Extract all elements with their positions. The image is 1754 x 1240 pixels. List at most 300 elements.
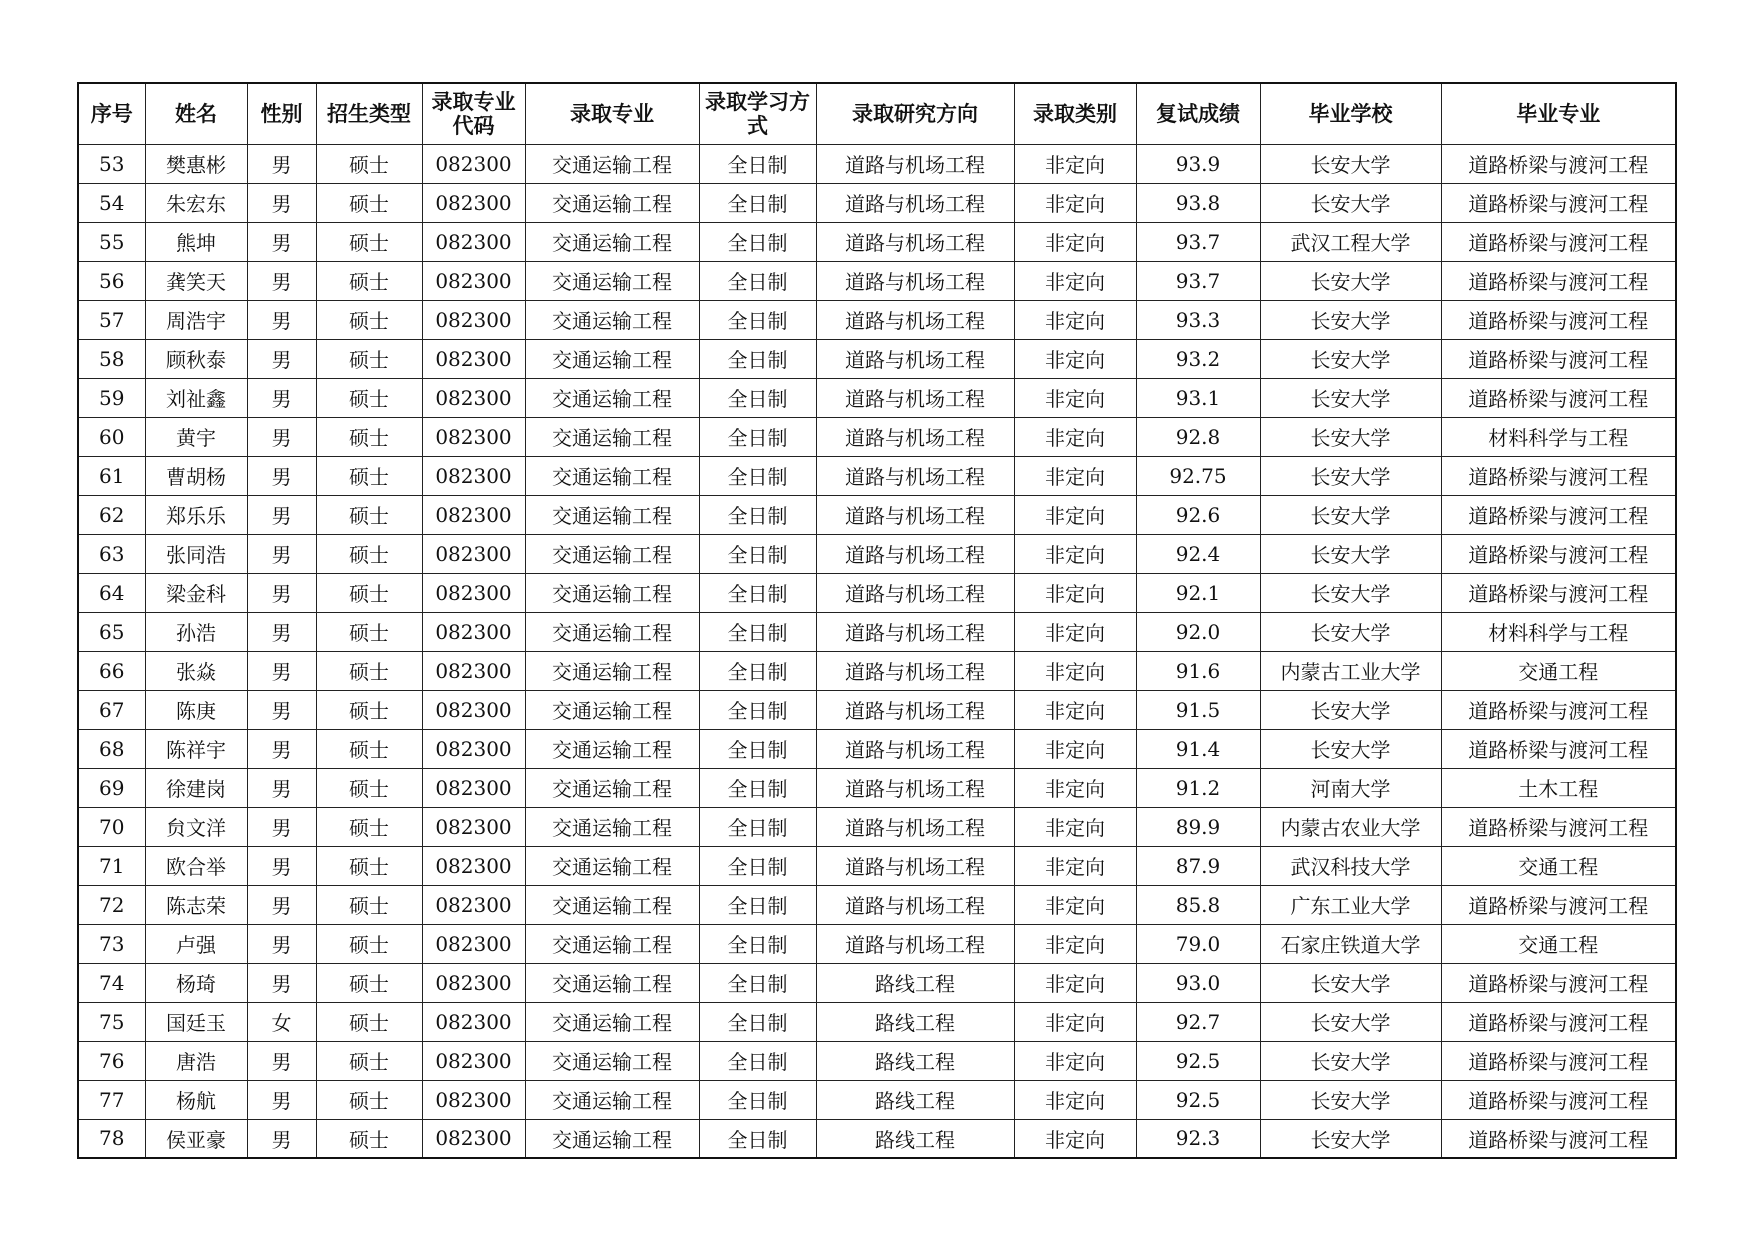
cell-retest-score: 87.9 bbox=[1136, 846, 1260, 885]
table-row bbox=[78, 612, 1676, 651]
cell-gender: 男 bbox=[247, 651, 316, 690]
cell-admission-category: 非定向 bbox=[1014, 183, 1136, 222]
cell-graduate-major: 道路桥梁与渡河工程 bbox=[1441, 1119, 1676, 1158]
cell-name: 徐建岗 bbox=[145, 768, 247, 807]
cell-enrollment-type: 硕士 bbox=[316, 1041, 422, 1080]
table-row bbox=[78, 456, 1676, 495]
cell-graduate-major: 材料科学与工程 bbox=[1441, 612, 1676, 651]
cell-enrollment-type: 硕士 bbox=[316, 846, 422, 885]
cell-name: 龚笑天 bbox=[145, 261, 247, 300]
cell-name: 唐浩 bbox=[145, 1041, 247, 1080]
cell-major-code: 082300 bbox=[422, 651, 525, 690]
cell-index: 56 bbox=[78, 261, 145, 300]
cell-retest-score: 93.7 bbox=[1136, 261, 1260, 300]
cell-graduate-school: 内蒙古农业大学 bbox=[1260, 807, 1441, 846]
cell-gender: 男 bbox=[247, 417, 316, 456]
cell-retest-score: 93.2 bbox=[1136, 339, 1260, 378]
cell-research-direction: 道路与机场工程 bbox=[816, 885, 1014, 924]
cell-admission-category: 非定向 bbox=[1014, 768, 1136, 807]
cell-graduate-school: 长安大学 bbox=[1260, 261, 1441, 300]
cell-graduate-major: 道路桥梁与渡河工程 bbox=[1441, 378, 1676, 417]
cell-research-direction: 道路与机场工程 bbox=[816, 924, 1014, 963]
cell-retest-score: 85.8 bbox=[1136, 885, 1260, 924]
cell-index: 61 bbox=[78, 456, 145, 495]
cell-study-mode: 全日制 bbox=[699, 1119, 816, 1158]
cell-admission-category: 非定向 bbox=[1014, 456, 1136, 495]
cell-enrollment-type: 硕士 bbox=[316, 885, 422, 924]
cell-major: 交通运输工程 bbox=[525, 690, 699, 729]
cell-graduate-major: 交通工程 bbox=[1441, 924, 1676, 963]
cell-gender: 男 bbox=[247, 378, 316, 417]
cell-major: 交通运输工程 bbox=[525, 183, 699, 222]
cell-index: 68 bbox=[78, 729, 145, 768]
cell-gender: 男 bbox=[247, 1080, 316, 1119]
cell-major: 交通运输工程 bbox=[525, 300, 699, 339]
cell-gender: 男 bbox=[247, 495, 316, 534]
table-row bbox=[78, 729, 1676, 768]
col-header-name: 姓名 bbox=[145, 83, 247, 144]
cell-major-code: 082300 bbox=[422, 534, 525, 573]
cell-major-code: 082300 bbox=[422, 300, 525, 339]
cell-enrollment-type: 硕士 bbox=[316, 612, 422, 651]
cell-gender: 男 bbox=[247, 846, 316, 885]
cell-research-direction: 路线工程 bbox=[816, 1080, 1014, 1119]
cell-major: 交通运输工程 bbox=[525, 1080, 699, 1119]
table-body bbox=[78, 144, 1676, 1158]
cell-gender: 男 bbox=[247, 690, 316, 729]
cell-research-direction: 道路与机场工程 bbox=[816, 378, 1014, 417]
cell-name: 黄宇 bbox=[145, 417, 247, 456]
table-row bbox=[78, 339, 1676, 378]
cell-index: 62 bbox=[78, 495, 145, 534]
cell-enrollment-type: 硕士 bbox=[316, 963, 422, 1002]
cell-gender: 男 bbox=[247, 885, 316, 924]
cell-graduate-major: 道路桥梁与渡河工程 bbox=[1441, 183, 1676, 222]
cell-graduate-school: 长安大学 bbox=[1260, 573, 1441, 612]
cell-retest-score: 93.1 bbox=[1136, 378, 1260, 417]
cell-research-direction: 道路与机场工程 bbox=[816, 495, 1014, 534]
cell-enrollment-type: 硕士 bbox=[316, 339, 422, 378]
cell-retest-score: 93.8 bbox=[1136, 183, 1260, 222]
cell-admission-category: 非定向 bbox=[1014, 1002, 1136, 1041]
cell-study-mode: 全日制 bbox=[699, 651, 816, 690]
cell-index: 55 bbox=[78, 222, 145, 261]
cell-retest-score: 91.4 bbox=[1136, 729, 1260, 768]
cell-admission-category: 非定向 bbox=[1014, 1080, 1136, 1119]
table-row bbox=[78, 1002, 1676, 1041]
cell-study-mode: 全日制 bbox=[699, 417, 816, 456]
cell-major-code: 082300 bbox=[422, 1041, 525, 1080]
col-header-graduate-school: 毕业学校 bbox=[1260, 83, 1441, 144]
col-header-study-mode: 录取学习方式 bbox=[699, 83, 816, 144]
cell-enrollment-type: 硕士 bbox=[316, 222, 422, 261]
cell-graduate-major: 道路桥梁与渡河工程 bbox=[1441, 573, 1676, 612]
cell-gender: 男 bbox=[247, 1041, 316, 1080]
cell-major-code: 082300 bbox=[422, 339, 525, 378]
cell-index: 76 bbox=[78, 1041, 145, 1080]
cell-study-mode: 全日制 bbox=[699, 300, 816, 339]
cell-research-direction: 道路与机场工程 bbox=[816, 417, 1014, 456]
cell-enrollment-type: 硕士 bbox=[316, 807, 422, 846]
cell-name: 贠文洋 bbox=[145, 807, 247, 846]
cell-major-code: 082300 bbox=[422, 924, 525, 963]
cell-graduate-major: 道路桥梁与渡河工程 bbox=[1441, 885, 1676, 924]
cell-graduate-school: 武汉科技大学 bbox=[1260, 846, 1441, 885]
cell-major-code: 082300 bbox=[422, 612, 525, 651]
cell-name: 梁金科 bbox=[145, 573, 247, 612]
cell-graduate-school: 长安大学 bbox=[1260, 378, 1441, 417]
cell-name: 熊坤 bbox=[145, 222, 247, 261]
cell-major-code: 082300 bbox=[422, 495, 525, 534]
cell-major-code: 082300 bbox=[422, 222, 525, 261]
cell-graduate-school: 长安大学 bbox=[1260, 729, 1441, 768]
cell-enrollment-type: 硕士 bbox=[316, 495, 422, 534]
cell-retest-score: 92.4 bbox=[1136, 534, 1260, 573]
cell-major: 交通运输工程 bbox=[525, 963, 699, 1002]
cell-admission-category: 非定向 bbox=[1014, 924, 1136, 963]
cell-retest-score: 91.6 bbox=[1136, 651, 1260, 690]
cell-admission-category: 非定向 bbox=[1014, 222, 1136, 261]
cell-admission-category: 非定向 bbox=[1014, 300, 1136, 339]
cell-admission-category: 非定向 bbox=[1014, 378, 1136, 417]
cell-graduate-school: 河南大学 bbox=[1260, 768, 1441, 807]
cell-retest-score: 92.5 bbox=[1136, 1080, 1260, 1119]
cell-index: 78 bbox=[78, 1119, 145, 1158]
cell-index: 72 bbox=[78, 885, 145, 924]
cell-major-code: 082300 bbox=[422, 261, 525, 300]
cell-research-direction: 道路与机场工程 bbox=[816, 534, 1014, 573]
cell-index: 71 bbox=[78, 846, 145, 885]
cell-graduate-school: 长安大学 bbox=[1260, 963, 1441, 1002]
cell-index: 69 bbox=[78, 768, 145, 807]
cell-gender: 男 bbox=[247, 924, 316, 963]
table-row bbox=[78, 924, 1676, 963]
cell-enrollment-type: 硕士 bbox=[316, 1080, 422, 1119]
cell-enrollment-type: 硕士 bbox=[316, 651, 422, 690]
col-header-retest-score: 复试成绩 bbox=[1136, 83, 1260, 144]
cell-graduate-school: 长安大学 bbox=[1260, 1041, 1441, 1080]
cell-enrollment-type: 硕士 bbox=[316, 768, 422, 807]
cell-major: 交通运输工程 bbox=[525, 807, 699, 846]
cell-name: 刘祉鑫 bbox=[145, 378, 247, 417]
cell-index: 59 bbox=[78, 378, 145, 417]
cell-graduate-major: 道路桥梁与渡河工程 bbox=[1441, 534, 1676, 573]
cell-enrollment-type: 硕士 bbox=[316, 690, 422, 729]
table-row bbox=[78, 261, 1676, 300]
table-row bbox=[78, 651, 1676, 690]
cell-retest-score: 92.6 bbox=[1136, 495, 1260, 534]
cell-graduate-major: 道路桥梁与渡河工程 bbox=[1441, 456, 1676, 495]
cell-index: 60 bbox=[78, 417, 145, 456]
cell-index: 63 bbox=[78, 534, 145, 573]
cell-graduate-major: 道路桥梁与渡河工程 bbox=[1441, 1080, 1676, 1119]
cell-major-code: 082300 bbox=[422, 183, 525, 222]
cell-gender: 男 bbox=[247, 183, 316, 222]
cell-enrollment-type: 硕士 bbox=[316, 924, 422, 963]
cell-retest-score: 93.0 bbox=[1136, 963, 1260, 1002]
cell-admission-category: 非定向 bbox=[1014, 651, 1136, 690]
cell-name: 陈祥宇 bbox=[145, 729, 247, 768]
cell-graduate-school: 广东工业大学 bbox=[1260, 885, 1441, 924]
cell-major-code: 082300 bbox=[422, 573, 525, 612]
cell-major: 交通运输工程 bbox=[525, 378, 699, 417]
cell-major: 交通运输工程 bbox=[525, 1041, 699, 1080]
cell-name: 顾秋泰 bbox=[145, 339, 247, 378]
cell-research-direction: 道路与机场工程 bbox=[816, 573, 1014, 612]
cell-name: 陈庚 bbox=[145, 690, 247, 729]
cell-retest-score: 93.7 bbox=[1136, 222, 1260, 261]
cell-retest-score: 92.3 bbox=[1136, 1119, 1260, 1158]
cell-enrollment-type: 硕士 bbox=[316, 573, 422, 612]
table-row bbox=[78, 1041, 1676, 1080]
cell-study-mode: 全日制 bbox=[699, 846, 816, 885]
cell-enrollment-type: 硕士 bbox=[316, 456, 422, 495]
cell-major-code: 082300 bbox=[422, 144, 525, 183]
cell-retest-score: 91.2 bbox=[1136, 768, 1260, 807]
cell-major-code: 082300 bbox=[422, 1119, 525, 1158]
cell-graduate-major: 交通工程 bbox=[1441, 651, 1676, 690]
cell-research-direction: 道路与机场工程 bbox=[816, 612, 1014, 651]
cell-major-code: 082300 bbox=[422, 768, 525, 807]
cell-name: 曹胡杨 bbox=[145, 456, 247, 495]
cell-index: 53 bbox=[78, 144, 145, 183]
cell-retest-score: 93.3 bbox=[1136, 300, 1260, 339]
cell-major-code: 082300 bbox=[422, 729, 525, 768]
cell-major: 交通运输工程 bbox=[525, 573, 699, 612]
col-header-graduate-major: 毕业专业 bbox=[1441, 83, 1676, 144]
cell-name: 朱宏东 bbox=[145, 183, 247, 222]
cell-gender: 男 bbox=[247, 963, 316, 1002]
cell-study-mode: 全日制 bbox=[699, 534, 816, 573]
cell-index: 70 bbox=[78, 807, 145, 846]
cell-research-direction: 道路与机场工程 bbox=[816, 651, 1014, 690]
cell-retest-score: 92.5 bbox=[1136, 1041, 1260, 1080]
cell-gender: 男 bbox=[247, 729, 316, 768]
cell-major: 交通运输工程 bbox=[525, 924, 699, 963]
cell-research-direction: 道路与机场工程 bbox=[816, 768, 1014, 807]
cell-research-direction: 道路与机场工程 bbox=[816, 456, 1014, 495]
cell-graduate-major: 道路桥梁与渡河工程 bbox=[1441, 261, 1676, 300]
cell-admission-category: 非定向 bbox=[1014, 534, 1136, 573]
cell-name: 樊惠彬 bbox=[145, 144, 247, 183]
admission-table bbox=[77, 82, 1677, 1159]
cell-index: 57 bbox=[78, 300, 145, 339]
cell-major: 交通运输工程 bbox=[525, 612, 699, 651]
cell-name: 侯亚豪 bbox=[145, 1119, 247, 1158]
cell-admission-category: 非定向 bbox=[1014, 729, 1136, 768]
table-row bbox=[78, 183, 1676, 222]
table-row bbox=[78, 378, 1676, 417]
cell-retest-score: 79.0 bbox=[1136, 924, 1260, 963]
cell-graduate-major: 道路桥梁与渡河工程 bbox=[1441, 807, 1676, 846]
cell-admission-category: 非定向 bbox=[1014, 144, 1136, 183]
cell-research-direction: 道路与机场工程 bbox=[816, 807, 1014, 846]
col-header-gender: 性别 bbox=[247, 83, 316, 144]
cell-graduate-school: 长安大学 bbox=[1260, 339, 1441, 378]
table-row bbox=[78, 768, 1676, 807]
cell-enrollment-type: 硕士 bbox=[316, 378, 422, 417]
cell-graduate-major: 道路桥梁与渡河工程 bbox=[1441, 339, 1676, 378]
cell-study-mode: 全日制 bbox=[699, 456, 816, 495]
cell-major: 交通运输工程 bbox=[525, 339, 699, 378]
cell-graduate-major: 道路桥梁与渡河工程 bbox=[1441, 690, 1676, 729]
cell-graduate-school: 石家庄铁道大学 bbox=[1260, 924, 1441, 963]
cell-research-direction: 道路与机场工程 bbox=[816, 690, 1014, 729]
cell-major-code: 082300 bbox=[422, 378, 525, 417]
cell-study-mode: 全日制 bbox=[699, 261, 816, 300]
cell-research-direction: 路线工程 bbox=[816, 963, 1014, 1002]
cell-major-code: 082300 bbox=[422, 690, 525, 729]
cell-study-mode: 全日制 bbox=[699, 378, 816, 417]
cell-research-direction: 道路与机场工程 bbox=[816, 261, 1014, 300]
cell-study-mode: 全日制 bbox=[699, 807, 816, 846]
cell-admission-category: 非定向 bbox=[1014, 885, 1136, 924]
table-row bbox=[78, 573, 1676, 612]
cell-major: 交通运输工程 bbox=[525, 495, 699, 534]
cell-research-direction: 道路与机场工程 bbox=[816, 300, 1014, 339]
cell-study-mode: 全日制 bbox=[699, 963, 816, 1002]
cell-graduate-major: 道路桥梁与渡河工程 bbox=[1441, 1041, 1676, 1080]
cell-graduate-school: 长安大学 bbox=[1260, 456, 1441, 495]
col-header-major-code: 录取专业代码 bbox=[422, 83, 525, 144]
table-row bbox=[78, 807, 1676, 846]
cell-admission-category: 非定向 bbox=[1014, 339, 1136, 378]
cell-graduate-school: 长安大学 bbox=[1260, 183, 1441, 222]
table-row bbox=[78, 1119, 1676, 1158]
cell-study-mode: 全日制 bbox=[699, 729, 816, 768]
cell-graduate-school: 内蒙古工业大学 bbox=[1260, 651, 1441, 690]
cell-name: 周浩宇 bbox=[145, 300, 247, 339]
cell-study-mode: 全日制 bbox=[699, 612, 816, 651]
cell-study-mode: 全日制 bbox=[699, 768, 816, 807]
cell-graduate-school: 长安大学 bbox=[1260, 300, 1441, 339]
table-row bbox=[78, 495, 1676, 534]
table-row bbox=[78, 963, 1676, 1002]
cell-index: 66 bbox=[78, 651, 145, 690]
cell-enrollment-type: 硕士 bbox=[316, 417, 422, 456]
cell-graduate-school: 长安大学 bbox=[1260, 1119, 1441, 1158]
cell-index: 64 bbox=[78, 573, 145, 612]
cell-study-mode: 全日制 bbox=[699, 495, 816, 534]
cell-major: 交通运输工程 bbox=[525, 222, 699, 261]
cell-admission-category: 非定向 bbox=[1014, 612, 1136, 651]
cell-research-direction: 路线工程 bbox=[816, 1041, 1014, 1080]
cell-index: 58 bbox=[78, 339, 145, 378]
cell-major: 交通运输工程 bbox=[525, 1002, 699, 1041]
cell-admission-category: 非定向 bbox=[1014, 846, 1136, 885]
cell-index: 75 bbox=[78, 1002, 145, 1041]
cell-retest-score: 92.8 bbox=[1136, 417, 1260, 456]
cell-admission-category: 非定向 bbox=[1014, 690, 1136, 729]
cell-graduate-major: 道路桥梁与渡河工程 bbox=[1441, 1002, 1676, 1041]
table-row bbox=[78, 417, 1676, 456]
cell-index: 65 bbox=[78, 612, 145, 651]
cell-graduate-school: 长安大学 bbox=[1260, 144, 1441, 183]
cell-study-mode: 全日制 bbox=[699, 1080, 816, 1119]
cell-gender: 男 bbox=[247, 339, 316, 378]
table-row bbox=[78, 846, 1676, 885]
cell-study-mode: 全日制 bbox=[699, 924, 816, 963]
cell-name: 陈志荣 bbox=[145, 885, 247, 924]
cell-enrollment-type: 硕士 bbox=[316, 183, 422, 222]
cell-graduate-school: 武汉工程大学 bbox=[1260, 222, 1441, 261]
cell-graduate-school: 长安大学 bbox=[1260, 534, 1441, 573]
cell-study-mode: 全日制 bbox=[699, 1041, 816, 1080]
cell-major-code: 082300 bbox=[422, 885, 525, 924]
cell-retest-score: 91.5 bbox=[1136, 690, 1260, 729]
cell-enrollment-type: 硕士 bbox=[316, 1002, 422, 1041]
cell-graduate-major: 土木工程 bbox=[1441, 768, 1676, 807]
cell-name: 孙浩 bbox=[145, 612, 247, 651]
cell-name: 张同浩 bbox=[145, 534, 247, 573]
cell-retest-score: 93.9 bbox=[1136, 144, 1260, 183]
cell-study-mode: 全日制 bbox=[699, 1002, 816, 1041]
cell-gender: 男 bbox=[247, 300, 316, 339]
cell-major: 交通运输工程 bbox=[525, 144, 699, 183]
cell-name: 郑乐乐 bbox=[145, 495, 247, 534]
cell-major-code: 082300 bbox=[422, 807, 525, 846]
col-header-research-direction: 录取研究方向 bbox=[816, 83, 1014, 144]
cell-retest-score: 89.9 bbox=[1136, 807, 1260, 846]
cell-major: 交通运输工程 bbox=[525, 729, 699, 768]
cell-study-mode: 全日制 bbox=[699, 339, 816, 378]
cell-major: 交通运输工程 bbox=[525, 456, 699, 495]
cell-graduate-major: 道路桥梁与渡河工程 bbox=[1441, 963, 1676, 1002]
cell-admission-category: 非定向 bbox=[1014, 807, 1136, 846]
cell-research-direction: 道路与机场工程 bbox=[816, 846, 1014, 885]
cell-admission-category: 非定向 bbox=[1014, 261, 1136, 300]
cell-retest-score: 92.75 bbox=[1136, 456, 1260, 495]
cell-name: 杨航 bbox=[145, 1080, 247, 1119]
cell-name: 杨琦 bbox=[145, 963, 247, 1002]
cell-gender: 男 bbox=[247, 534, 316, 573]
cell-gender: 男 bbox=[247, 768, 316, 807]
header-row bbox=[78, 83, 1676, 144]
col-header-major: 录取专业 bbox=[525, 83, 699, 144]
cell-index: 54 bbox=[78, 183, 145, 222]
table-row bbox=[78, 885, 1676, 924]
cell-major: 交通运输工程 bbox=[525, 417, 699, 456]
cell-enrollment-type: 硕士 bbox=[316, 729, 422, 768]
cell-major-code: 082300 bbox=[422, 1002, 525, 1041]
cell-graduate-school: 长安大学 bbox=[1260, 612, 1441, 651]
cell-index: 77 bbox=[78, 1080, 145, 1119]
cell-major: 交通运输工程 bbox=[525, 651, 699, 690]
cell-major: 交通运输工程 bbox=[525, 1119, 699, 1158]
cell-name: 国廷玉 bbox=[145, 1002, 247, 1041]
cell-major: 交通运输工程 bbox=[525, 846, 699, 885]
cell-major: 交通运输工程 bbox=[525, 261, 699, 300]
cell-admission-category: 非定向 bbox=[1014, 1119, 1136, 1158]
cell-enrollment-type: 硕士 bbox=[316, 1119, 422, 1158]
cell-major-code: 082300 bbox=[422, 963, 525, 1002]
cell-graduate-major: 道路桥梁与渡河工程 bbox=[1441, 222, 1676, 261]
cell-graduate-school: 长安大学 bbox=[1260, 495, 1441, 534]
cell-research-direction: 道路与机场工程 bbox=[816, 339, 1014, 378]
cell-gender: 男 bbox=[247, 222, 316, 261]
cell-enrollment-type: 硕士 bbox=[316, 300, 422, 339]
cell-graduate-major: 道路桥梁与渡河工程 bbox=[1441, 300, 1676, 339]
cell-major-code: 082300 bbox=[422, 1080, 525, 1119]
cell-research-direction: 路线工程 bbox=[816, 1002, 1014, 1041]
cell-name: 张焱 bbox=[145, 651, 247, 690]
cell-retest-score: 92.0 bbox=[1136, 612, 1260, 651]
cell-admission-category: 非定向 bbox=[1014, 963, 1136, 1002]
col-header-index: 序号 bbox=[78, 83, 145, 144]
cell-index: 74 bbox=[78, 963, 145, 1002]
cell-graduate-major: 道路桥梁与渡河工程 bbox=[1441, 144, 1676, 183]
cell-study-mode: 全日制 bbox=[699, 573, 816, 612]
